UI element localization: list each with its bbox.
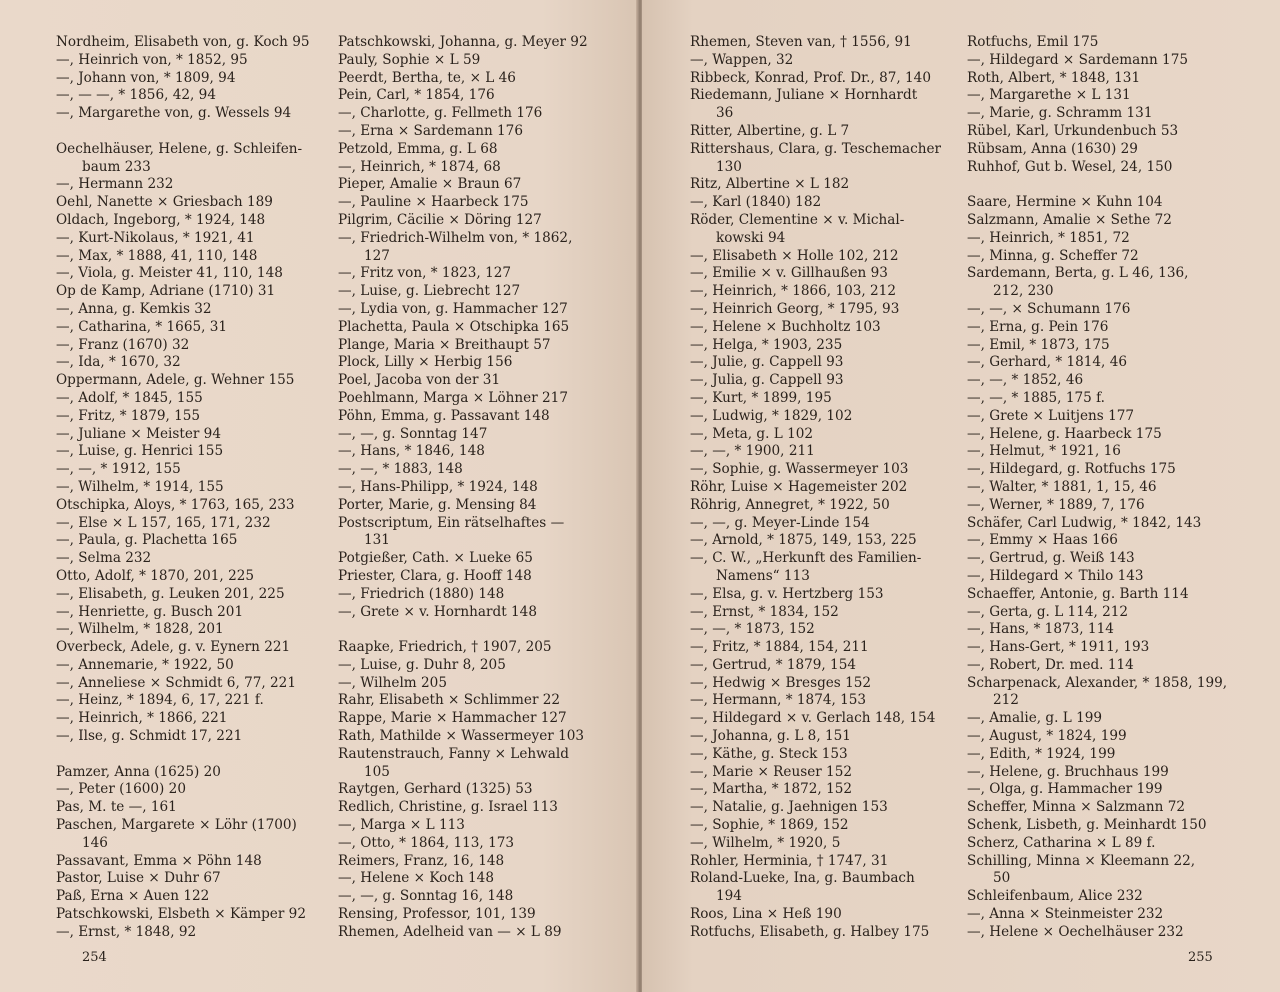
index-entry: —, Ludwig, * 1829, 102 [690,407,853,424]
index-entry: 127 [364,247,390,264]
index-entry: —, Johanna, g. L 8, 151 [690,728,851,745]
index-entry: Rath, Mathilde × Wassermeyer 103 [338,728,585,745]
section-gap [56,746,316,764]
index-entry: Roth, Albert, * 1848, 131 [967,69,1141,86]
index-entry: —, —, * 1873, 152 [690,621,815,638]
index-entry: —, Friedrich (1880) 148 [338,585,505,602]
section-gap [338,621,598,639]
index-entry: Pastor, Luise × Duhr 67 [56,870,221,887]
index-entry: Rübsam, Anna (1630) 29 [967,140,1138,157]
index-entry: —, Friedrich-Wilhelm von, * 1862, [338,229,573,246]
index-entry: Oechelhäuser, Helene, g. Schleifen- [56,140,303,157]
index-entry: —, Paula, g. Plachetta 165 [56,532,238,549]
index-entry: —, Hildegard × Sardemann 175 [967,51,1189,68]
index-entry: Nordheim, Elisabeth von, g. Koch 95 [56,34,310,50]
index-entry: Plachetta, Paula × Otschipka 165 [338,318,570,335]
index-entry: —, Anna, g. Kemkis 32 [56,300,212,317]
index-entry: baum 233 [82,158,151,175]
index-entry: —, Wilhelm, * 1914, 155 [56,478,224,495]
index-entry: Riedemann, Juliane × Hornhardt [690,87,918,104]
index-entry: —, Hildegard × Thilo 143 [967,567,1144,584]
index-entry: —, Margarethe × L 131 [967,87,1131,104]
index-entry: Röhr, Luise × Hagemeister 202 [690,478,908,495]
index-entry: —, Catharina, * 1665, 31 [56,318,228,335]
index-entry: —, Luise, g. Henrici 155 [56,443,224,460]
page-number: 254 [82,950,107,965]
index-entry: —, Franz (1670) 32 [56,336,190,353]
index-entry: Op de Kamp, Adriane (1710) 31 [56,283,276,300]
index-entry: Rappe, Marie × Hammacher 127 [338,710,567,727]
index-entry: Rotfuchs, Elisabeth, g. Halbey 175 [690,923,930,940]
index-entry: —, Wappen, 32 [690,51,794,68]
index-entry: —, Erna, g. Pein 176 [967,318,1109,335]
index-entry: —, —, * 1900, 211 [690,443,815,460]
index-entry: Pauly, Sophie × L 59 [338,51,481,68]
index-entry: —, Lydia von, g. Hammacher 127 [338,300,568,317]
index-column [690,34,950,942]
index-entry: —, Heinrich, * 1851, 72 [967,229,1130,246]
index-entry: —, Hildegard × v. Gerlach 148, 154 [690,710,936,727]
index-entry: —, Heinrich, * 1874, 68 [338,158,501,175]
index-entry: —, Anneliese × Schmidt 6, 77, 221 [56,674,296,691]
index-entry: Patschkowski, Elsbeth × Kämper 92 [56,906,306,923]
index-entry: —, Helene, g. Haarbeck 175 [967,425,1162,442]
index-entry: Redlich, Christine, g. Israel 113 [338,799,558,816]
index-entry: —, Julie, g. Cappell 93 [690,354,844,371]
index-entry: —, Hildegard, g. Rotfuchs 175 [967,461,1176,478]
index-entry: —, Otto, * 1864, 113, 173 [338,834,515,851]
index-entry: —, Grete × v. Hornhardt 148 [338,603,537,620]
index-entry: —, Heinrich, * 1866, 221 [56,710,228,727]
index-entry: —, Ernst, * 1848, 92 [56,923,197,940]
index-entry: Rensing, Professor, 101, 139 [338,906,536,923]
index-entry: —, Martha, * 1872, 152 [690,781,853,798]
index-entry: —, —, * 1912, 155 [56,461,181,478]
index-entry: —, Olga, g. Hammacher 199 [967,781,1163,798]
index-entry: —, Minna, g. Scheffer 72 [967,247,1139,264]
index-entry: Plock, Lilly × Herbig 156 [338,354,513,371]
index-entry: Pein, Carl, * 1854, 176 [338,87,495,104]
index-entry: Oldach, Ingeborg, * 1924, 148 [56,211,266,228]
index-entry: Röder, Clementine × v. Michal- [690,211,905,228]
index-entry: Schleifenbaum, Alice 232 [967,888,1143,905]
index-entry: —, Kurt-Nikolaus, * 1921, 41 [56,229,255,246]
index-entry: —, Fritz von, * 1823, 127 [338,265,512,282]
index-entry: —, Emmy × Haas 166 [967,532,1118,549]
index-column [967,34,1227,942]
index-entry: —, Erna × Sardemann 176 [338,122,523,139]
index-entry: Poehlmann, Marga × Löhner 217 [338,389,568,406]
index-entry: —, —, g. Sonntag 147 [338,425,488,442]
index-entry: —, Marga × L 113 [338,817,465,834]
index-entry: —, Hans-Gert, * 1911, 193 [967,639,1150,656]
index-entry: —, Marie × Reuser 152 [690,763,853,780]
index-entry: Petzold, Emma, g. L 68 [338,140,498,157]
index-entry: —, Else × L 157, 165, 171, 232 [56,514,271,531]
page-number: 255 [1188,950,1213,965]
index-column [338,34,598,942]
index-entry: —, Karl (1840) 182 [690,194,822,211]
index-entry: —, Max, * 1888, 41, 110, 148 [56,247,258,264]
index-entry: Rhemen, Steven van, † 1556, 91 [690,34,912,50]
index-entry: Rübel, Karl, Urkundenbuch 53 [967,122,1179,139]
index-entry: —, Fritz, * 1879, 155 [56,407,201,424]
index-entry: Pilgrim, Cäcilie × Döring 127 [338,211,542,228]
section-gap [56,123,316,141]
left-page [0,0,638,992]
index-entry: —, —, * 1852, 46 [967,372,1084,389]
index-entry: Postscriptum, Ein rätselhaftes — [338,514,565,531]
index-entry: Rittershaus, Clara, g. Teschemacher [690,140,942,157]
index-entry: —, Elisabeth, g. Leuken 201, 225 [56,585,285,602]
index-entry: —, Hedwig × Bresges 152 [690,674,872,691]
index-entry: Pamzer, Anna (1625) 20 [56,763,221,780]
index-entry: Raytgen, Gerhard (1325) 53 [338,781,533,798]
index-entry: Porter, Marie, g. Mensing 84 [338,496,537,513]
index-entry: Roland-Lueke, Ina, g. Baumbach [690,870,915,887]
index-entry: Scherz, Catharina × L 89 f. [967,834,1156,851]
index-entry: —, Helene × Buchholtz 103 [690,318,881,335]
index-entry: Rautenstrauch, Fanny × Lehwald [338,745,569,762]
index-entry: Ritter, Albertine, g. L 7 [690,122,850,139]
index-entry: Pieper, Amalie × Braun 67 [338,176,522,193]
index-entry: —, Amalie, g. L 199 [967,710,1103,727]
index-entry: —, Wilhelm, * 1828, 201 [56,621,224,638]
index-entry: Pöhn, Emma, g. Passavant 148 [338,407,550,424]
index-entry: 131 [364,532,390,549]
index-entry: —, Sophie, * 1869, 152 [690,817,849,834]
index-entry: —, Heinrich von, * 1852, 95 [56,51,248,68]
index-entry: 36 [716,105,734,122]
index-entry: 212, 230 [993,283,1054,300]
index-entry: —, Gertrud, g. Weiß 143 [967,550,1135,567]
index-entry: —, Meta, g. L 102 [690,425,814,442]
index-entry: Priester, Clara, g. Hooff 148 [338,567,532,584]
index-entry: —, Natalie, g. Jaehnigen 153 [690,799,888,816]
index-entry: —, Hans, * 1846, 148 [338,443,485,460]
index-entry: Poel, Jacoba von der 31 [338,372,501,389]
index-entry: Oehl, Nanette × Griesbach 189 [56,194,273,211]
index-entry: Saare, Hermine × Kuhn 104 [967,194,1163,211]
index-entry: Reimers, Franz, 16, 148 [338,852,505,869]
index-entry: Otto, Adolf, * 1870, 201, 225 [56,567,255,584]
index-entry: Scharpenack, Alexander, * 1858, 199, [967,674,1227,691]
index-entry: —, Annemarie, * 1922, 50 [56,656,234,673]
right-page [642,0,1280,992]
index-entry: —, Wilhelm, * 1920, 5 [690,834,841,851]
index-entry: Paß, Erna × Auen 122 [56,888,210,905]
index-entry: 212 [993,692,1019,709]
index-entry: Peerdt, Bertha, te, × L 46 [338,69,516,86]
index-entry: kowski 94 [716,229,786,246]
index-entry: —, Juliane × Meister 94 [56,425,221,442]
index-entry: —, Luise, g. Liebrecht 127 [338,283,521,300]
section-gap [967,176,1227,194]
index-entry: —, Charlotte, g. Fellmeth 176 [338,105,543,122]
index-entry: Roos, Lina × Heß 190 [690,906,842,923]
index-entry: —, Selma 232 [56,550,152,567]
index-entry: Ruhhof, Gut b. Wesel, 24, 150 [967,158,1173,175]
index-entry: —, Ernst, * 1834, 152 [690,603,839,620]
index-entry: —, Pauline × Haarbeck 175 [338,194,529,211]
index-entry: Namens“ 113 [716,567,810,584]
index-entry: —, Werner, * 1889, 7, 176 [967,496,1145,513]
index-column [56,34,316,942]
index-entry: —, C. W., „Herkunft des Familien- [690,550,922,567]
index-entry: —, Hermann 232 [56,176,174,193]
index-entry: 146 [82,834,108,851]
index-entry: Schenk, Lisbeth, g. Meinhardt 150 [967,817,1207,834]
index-entry: —, Anna × Steinmeister 232 [967,906,1164,923]
index-entry: —, Henriette, g. Busch 201 [56,603,244,620]
index-entry: —, Heinrich Georg, * 1795, 93 [690,300,900,317]
index-entry: —, Helene × Oechelhäuser 232 [967,923,1184,940]
index-entry: Ribbeck, Konrad, Prof. Dr., 87, 140 [690,69,931,86]
index-entry: —, Sophie, g. Wassermeyer 103 [690,461,909,478]
index-entry: —, Elsa, g. v. Hertzberg 153 [690,585,884,602]
index-entry: Ritz, Albertine × L 182 [690,176,850,193]
index-entry: —, Walter, * 1881, 1, 15, 46 [967,478,1157,495]
index-entry: —, Käthe, g. Steck 153 [690,745,848,762]
index-entry: —, Emil, * 1873, 175 [967,336,1110,353]
index-entry: Rohler, Herminia, † 1747, 31 [690,852,889,869]
index-entry: Scheffer, Minna × Salzmann 72 [967,799,1186,816]
index-entry: —, Hans-Philipp, * 1924, 148 [338,478,538,495]
index-entry: Overbeck, Adele, g. v. Eynern 221 [56,639,291,656]
index-entry: —, Peter (1600) 20 [56,781,186,798]
index-entry: Rahr, Elisabeth × Schlimmer 22 [338,692,561,709]
index-entry: —, —, * 1885, 175 f. [967,389,1105,406]
index-entry: —, Marie, g. Schramm 131 [967,105,1153,122]
index-entry: —, Gertrud, * 1879, 154 [690,656,856,673]
index-entry: —, Kurt, * 1899, 195 [690,389,832,406]
index-entry: —, —, * 1883, 148 [338,461,463,478]
index-entry: —, —, × Schumann 176 [967,300,1131,317]
index-entry: Oppermann, Adele, g. Wehner 155 [56,372,295,389]
index-entry: Paschen, Margarete × Löhr (1700) [56,817,297,834]
index-entry: 130 [716,158,742,175]
index-entry: —, Edith, * 1924, 199 [967,745,1116,762]
index-entry: —, Heinrich, * 1866, 103, 212 [690,283,896,300]
index-entry: Schaeffer, Antonie, g. Barth 114 [967,585,1189,602]
index-entry: Rhemen, Adelheid van — × L 89 [338,923,562,940]
index-entry: Passavant, Emma × Pöhn 148 [56,852,262,869]
index-entry: —, Gerta, g. L 114, 212 [967,603,1129,620]
index-entry: —, Elisabeth × Holle 102, 212 [690,247,899,264]
index-entry: Röhrig, Annegret, * 1922, 50 [690,496,890,513]
index-entry: —, Helmut, * 1921, 16 [967,443,1121,460]
index-entry: Salzmann, Amalie × Sethe 72 [967,211,1172,228]
index-entry: Otschipka, Aloys, * 1763, 165, 233 [56,496,295,513]
index-entry: 105 [364,763,390,780]
index-entry: Pas, M. te —, 161 [56,799,177,816]
index-entry: —, Margarethe von, g. Wessels 94 [56,105,292,122]
index-entry: —, Viola, g. Meister 41, 110, 148 [56,265,283,282]
index-entry: —, Wilhelm 205 [338,674,447,691]
index-entry: Patschkowski, Johanna, g. Meyer 92 [338,34,588,50]
index-entry: —, Julia, g. Cappell 93 [690,372,844,389]
index-entry: Plange, Maria × Breithaupt 57 [338,336,551,353]
index-entry: —, Hans, * 1873, 114 [967,621,1114,638]
index-entry: —, August, * 1824, 199 [967,728,1127,745]
index-entry: —, Heinz, * 1894, 6, 17, 221 f. [56,692,264,709]
index-entry: Rotfuchs, Emil 175 [967,34,1099,50]
index-entry: Schilling, Minna × Kleemann 22, [967,852,1196,869]
index-entry: Schäfer, Carl Ludwig, * 1842, 143 [967,514,1202,531]
index-entry: —, Emilie × v. Gillhaußen 93 [690,265,888,282]
index-entry: —, —, g. Sonntag 16, 148 [338,888,514,905]
index-entry: 194 [716,888,742,905]
index-entry: —, Helga, * 1903, 235 [690,336,843,353]
index-entry: —, Helene, g. Bruchhaus 199 [967,763,1169,780]
index-entry: —, Robert, Dr. med. 114 [967,656,1134,673]
index-entry: Potgießer, Cath. × Lueke 65 [338,550,533,567]
index-entry: —, Arnold, * 1875, 149, 153, 225 [690,532,917,549]
index-entry: —, Johann von, * 1809, 94 [56,69,236,86]
index-entry: —, Ilse, g. Schmidt 17, 221 [56,728,243,745]
index-entry: —, Helene × Koch 148 [338,870,494,887]
index-entry: Raapke, Friedrich, † 1907, 205 [338,639,552,656]
index-entry: —, Adolf, * 1845, 155 [56,389,203,406]
index-entry: —, Grete × Luitjens 177 [967,407,1135,424]
index-entry: —, Ida, * 1670, 32 [56,354,181,371]
index-entry: —, Luise, g. Duhr 8, 205 [338,656,506,673]
index-entry: 50 [993,870,1011,887]
index-entry: —, — —, * 1856, 42, 94 [56,87,216,104]
index-entry: Sardemann, Berta, g. L 46, 136, [967,265,1189,282]
index-entry: —, Fritz, * 1884, 154, 211 [690,639,869,656]
index-entry: —, Hermann, * 1874, 153 [690,692,867,709]
index-entry: —, —, g. Meyer-Linde 154 [690,514,870,531]
index-entry: —, Gerhard, * 1814, 46 [967,354,1127,371]
